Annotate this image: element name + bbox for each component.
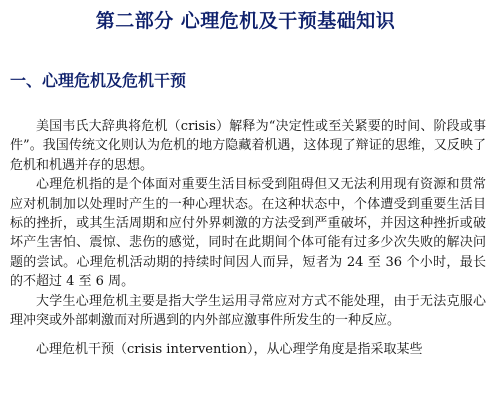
paragraph-psychological-crisis: 心理危机指的是个体面对重要生活目标受到阻碍但又无法利用现有资源和贯常应对机制加以处理时产生的一种心理状态。在这种状态中，个体遭受到重要生活目标的挫折，或其生活周期和应付外界刺激的方法受到严重破坏，并因这种挫折或破坏产生害怕、震惊、悲伤的感觉，同时在此期间个体可能有过多少次失败的解决问题的尝试。心理危机活动期的持续时间因人而异，短者为 24 至 36 个小时，最长的不超过 4 至 6 周。	[10, 177, 486, 290]
part-title: 第二部分 心理危机及干预基础知识	[95, 10, 396, 32]
paragraph-crisis-intervention: 心理危机干预（crisis intervention），从心理学角度是指采取某些	[36, 342, 423, 358]
section-heading: 一、心理危机及危机干预	[10, 71, 187, 90]
body-text	[10, 117, 486, 360]
paragraph-student-crisis: 大学生心理危机主要是指大学生运用寻常应对方式不能处理，由于无法克服心理冲突或外部刺激而对所遇到的内外部应激事件所发生的一种反应。	[10, 293, 486, 329]
paragraph-crisis-definition: 美国韦氏大辞典将危机（crisis）解释为“决定性或至关紧要的时间、阶段或事件”。我国传统文化则认为危机的地方隐藏着机遇，这体现了辩证的思维，又反映了危机和机遇并存的思想。	[10, 119, 486, 173]
